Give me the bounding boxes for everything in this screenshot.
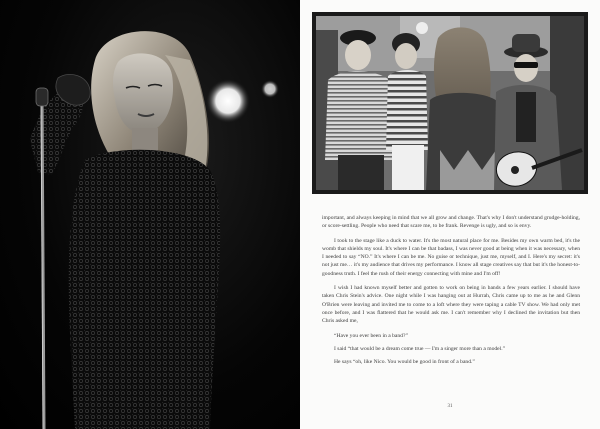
stage-light [261, 80, 279, 98]
person-2-shirt [386, 70, 428, 150]
dialogue-line: He says “oh, like Nico. You would be good in front of a band.” [334, 359, 475, 366]
microphone [36, 88, 48, 106]
stage-light [206, 79, 250, 123]
page-number: 31 [447, 404, 453, 409]
dialogue-line: I said “that would be a dream come true — I'm a singer more than a model.” [334, 345, 506, 352]
sunglasses-icon [514, 62, 538, 68]
paragraph: important, and always keeping in mind that we all grow and change. That's why I don't understand grudge-holding, or score-settling. People who need that scare me, to be frank. Revenge is ugly, and so is envy. [322, 215, 580, 230]
person-4-shirt [516, 92, 536, 142]
lace-dress [69, 150, 220, 429]
dialogue-line: “Have you ever been in a band?” [334, 332, 408, 339]
person-2-pants [392, 145, 424, 190]
paragraph: I took to the stage like a duck to water. It's the most natural place for me. Besides my own warm bed, it's the womb that shields my soul. It's where I can be that badass, I was never good at being when it was necessary, when I needed to say “NO.” It's where I can be me. No guise or technique, just me, myself, and I. Here's my secret: it's not just me… it's my audience that drives my performance. I know all stage creatives say that but it's the honest-to-goodness truth. I feel the rush of their energy connecting with mine and I'm off! [322, 237, 580, 277]
wall-lamp [416, 22, 428, 34]
person-1-face [345, 40, 371, 70]
paragraph: I wish I had known myself better and gotten to work on being in bands a few years earlier. I should have taken Chris Stein's advice. One night while I was hanging out at Hurrah, Chris came up to me as he and Glenn O'Brien were leaving and invited me to come to a loft where they were taping a cable TV show. We had only met once before, and I was flattered that he would ask me. I can't remember why I declined the invitation but then Chris asked me, [322, 285, 580, 325]
body-text [322, 214, 580, 371]
guitar-soundhole [511, 166, 519, 174]
person-1-pants [338, 155, 384, 190]
person-2-face [395, 43, 417, 69]
person-4-hat-crown [512, 34, 540, 52]
